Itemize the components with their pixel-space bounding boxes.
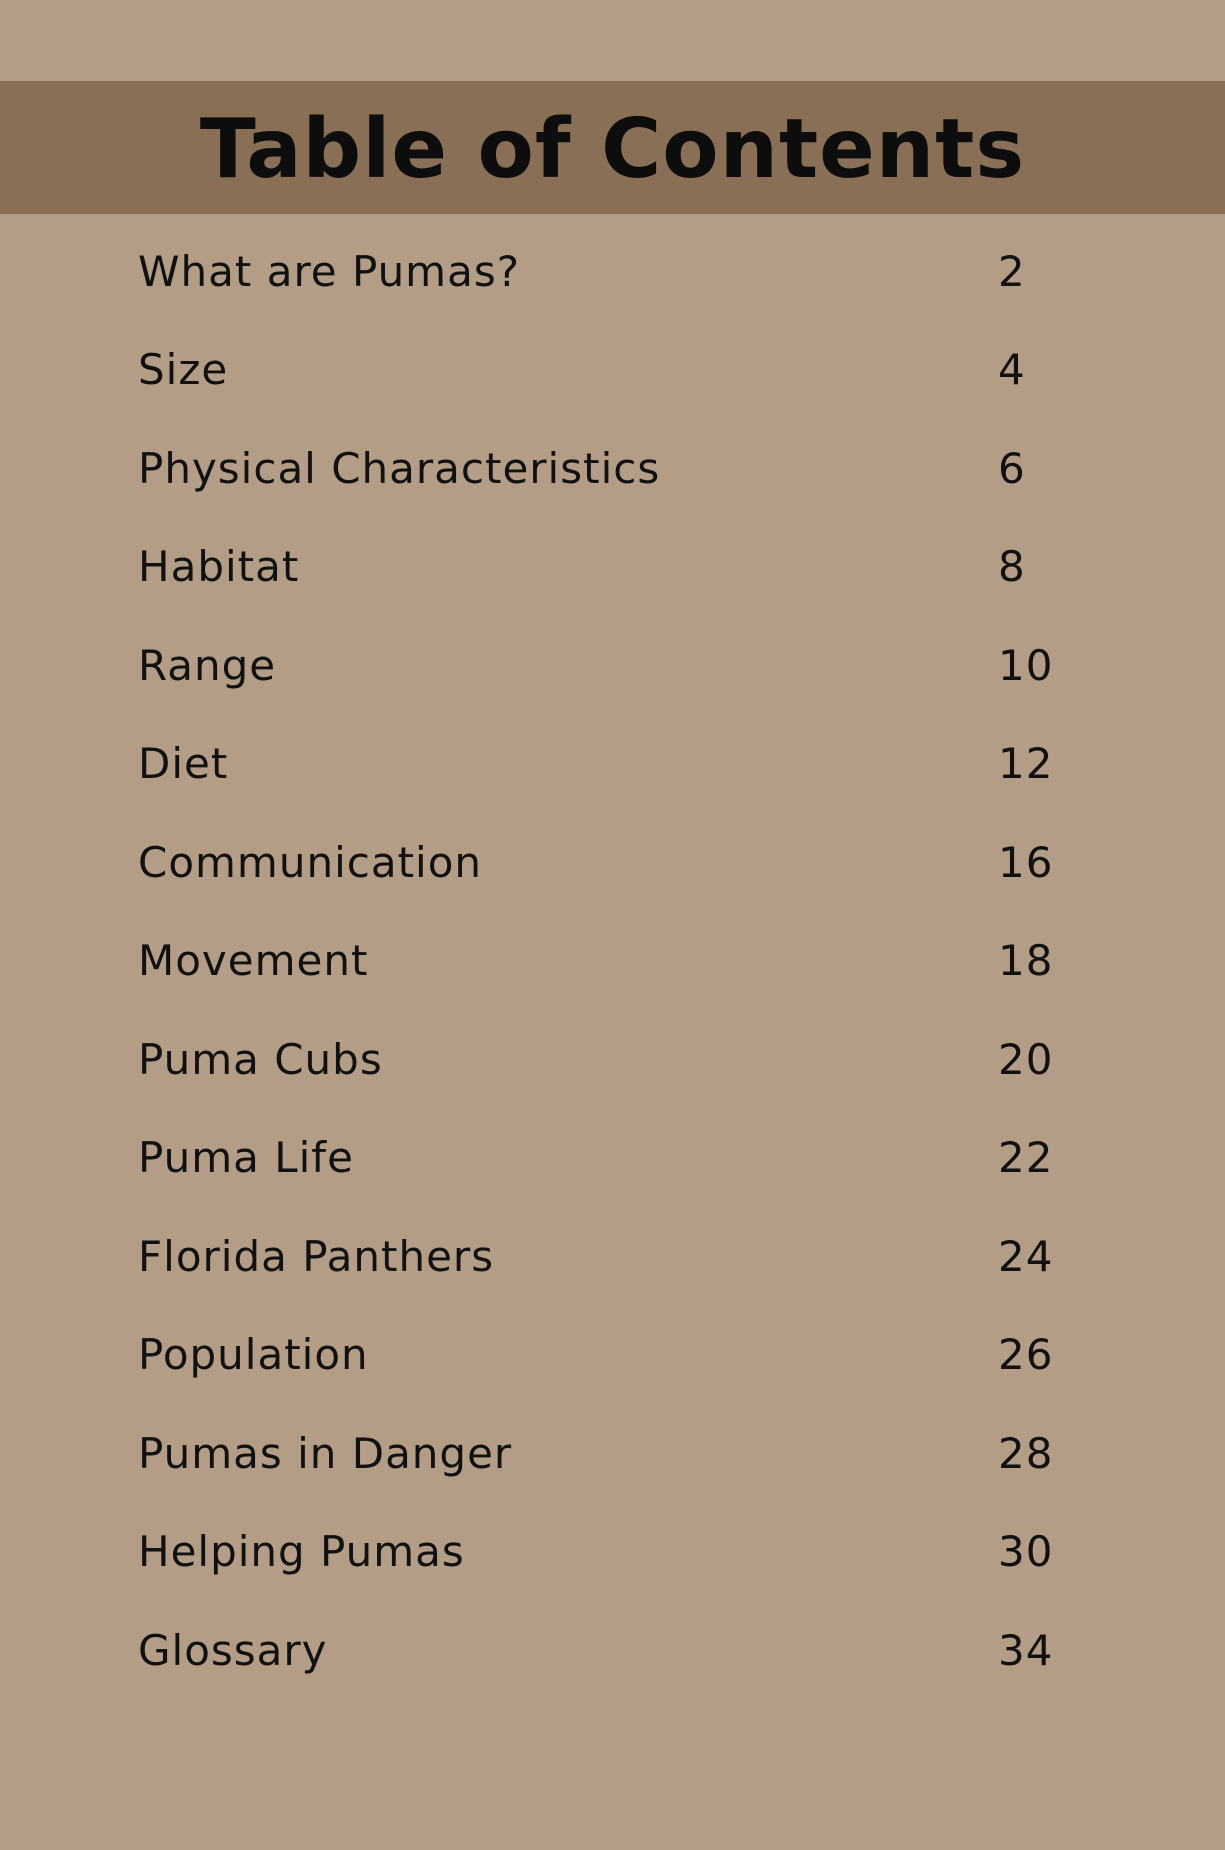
toc-entry-page-number: 34 xyxy=(998,1625,1054,1675)
toc-entry[interactable] xyxy=(138,321,1088,420)
toc-entry-page-number: 20 xyxy=(998,1034,1054,1084)
toc-entry-label: Size xyxy=(138,345,229,395)
toc-entry[interactable] xyxy=(138,419,1088,518)
toc-entry[interactable] xyxy=(138,912,1088,1011)
toc-entry-page-number: 26 xyxy=(998,1330,1054,1380)
toc-entry-label: Habitat xyxy=(138,542,300,592)
toc-entry-page-number: 16 xyxy=(998,837,1054,887)
toc-entry-label: Range xyxy=(138,640,277,690)
toc-entry[interactable] xyxy=(138,222,1088,321)
toc-entry-page-number: 24 xyxy=(998,1231,1054,1281)
toc-entry-label: Pumas in Danger xyxy=(138,1428,513,1478)
toc-entry[interactable] xyxy=(138,813,1088,912)
toc-entry[interactable] xyxy=(138,1010,1088,1109)
toc-entry-page-number: 12 xyxy=(998,739,1054,789)
toc-entry-page-number: 4 xyxy=(998,345,1026,395)
toc-entry[interactable] xyxy=(138,518,1088,617)
toc-entry-page-number: 2 xyxy=(998,246,1026,296)
toc-entry-label: Helping Pumas xyxy=(138,1527,465,1577)
toc-entry-label: Population xyxy=(138,1330,369,1380)
toc-entry-label: Diet xyxy=(138,739,229,789)
page-title: Table of Contents xyxy=(199,101,1026,197)
toc-entry[interactable] xyxy=(138,616,1088,715)
toc-entry-page-number: 22 xyxy=(998,1133,1054,1183)
toc-entry-label: Movement xyxy=(138,936,369,986)
toc-entry-label: Communication xyxy=(138,837,483,887)
toc-entry-page-number: 8 xyxy=(998,542,1026,592)
toc-entry-label: What are Pumas? xyxy=(138,246,521,296)
toc-entry-page-number: 10 xyxy=(998,640,1054,690)
toc-entry[interactable] xyxy=(138,1404,1088,1503)
title-bar xyxy=(0,81,1225,214)
toc-entry-label: Puma Cubs xyxy=(138,1034,383,1084)
toc-entry[interactable] xyxy=(138,1503,1088,1602)
toc-entry-label: Physical Characteristics xyxy=(138,443,661,493)
toc-entry-page-number: 18 xyxy=(998,936,1054,986)
toc-entry[interactable] xyxy=(138,1207,1088,1306)
toc-entry[interactable] xyxy=(138,1306,1088,1405)
toc-entry-page-number: 30 xyxy=(998,1527,1054,1577)
toc-entry-page-number: 28 xyxy=(998,1428,1054,1478)
toc-entry-label: Puma Life xyxy=(138,1133,354,1183)
toc-entry[interactable] xyxy=(138,1109,1088,1208)
toc-entry-label: Glossary xyxy=(138,1625,328,1675)
toc-entry-label: Florida Panthers xyxy=(138,1231,495,1281)
toc-entry-page-number: 6 xyxy=(998,443,1026,493)
table-of-contents-list xyxy=(138,222,1088,1700)
toc-entry[interactable] xyxy=(138,1601,1088,1700)
toc-entry[interactable] xyxy=(138,715,1088,814)
